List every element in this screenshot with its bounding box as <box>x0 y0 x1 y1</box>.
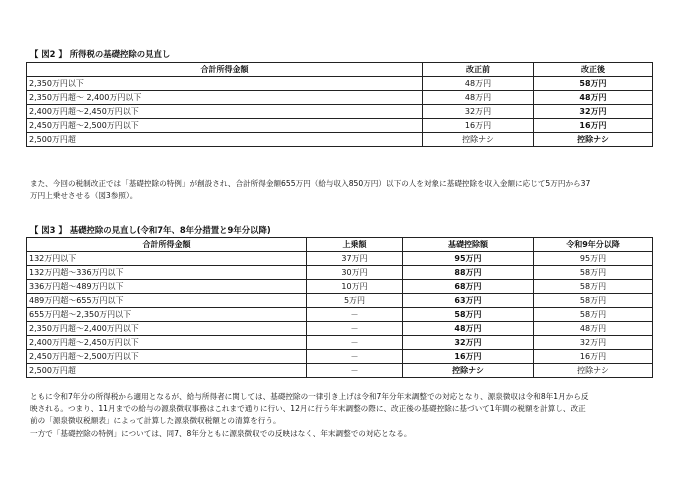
basic-deduction: 48万円 <box>403 322 534 336</box>
reiwa9-deduction: 58万円 <box>534 266 653 280</box>
paragraph-line: また、今回の税制改正では「基礎控除の特例」が創設され、合計所得金額655万円（給与収入850万円）以下の人を対象に基礎控除を収入金額に応じて5万円から37 <box>30 179 591 188</box>
reiwa9-deduction: 32万円 <box>534 336 653 350</box>
paragraph-line: 映される。つまり、11月までの給与の源泉徴収事務はこれまで通りに行い、12月に行う年末調整の際に、改正後の基礎控除に基づいて1年間の税額を計算し、改正 <box>30 404 586 414</box>
reiwa9-deduction: 58万円 <box>534 308 653 322</box>
reiwa9-deduction: 控除ナシ <box>534 364 653 378</box>
explanation-paragraph-2 <box>30 391 588 440</box>
additional-amount: － <box>307 322 403 336</box>
additional-amount: 30万円 <box>307 266 403 280</box>
reiwa9-deduction: 58万円 <box>534 294 653 308</box>
additional-amount: － <box>307 336 403 350</box>
deduction-after: 16万円 <box>534 119 653 133</box>
table-row <box>27 364 653 378</box>
figure-3-title: 【 図3 】 基礎控除の見直し(令和7年、8年分措置と9年分以降) <box>30 225 271 235</box>
income-range: 2,500万円超 <box>27 133 423 147</box>
figure-2-table <box>26 62 653 147</box>
paragraph-line: 一方で「基礎控除の特例」については、同7、8年分ともに源泉徴収での反映はなく、年末調整での対応となる。 <box>30 428 412 438</box>
reiwa9-deduction: 58万円 <box>534 280 653 294</box>
table-row <box>27 294 653 308</box>
explanation-paragraph-1 <box>30 178 590 202</box>
table-row <box>27 105 653 119</box>
table-row <box>27 91 653 105</box>
table-row <box>27 252 653 266</box>
table-row <box>27 77 653 91</box>
deduction-after: 58万円 <box>534 77 653 91</box>
deduction-before: 控除ナシ <box>423 133 534 147</box>
basic-deduction: 63万円 <box>403 294 534 308</box>
additional-amount: 5万円 <box>307 294 403 308</box>
income-range: 2,350万円超～2,400万円以下 <box>27 322 307 336</box>
figure-3-table <box>26 237 653 378</box>
deduction-after: 控除ナシ <box>534 133 653 147</box>
income-range: 132万円超～336万円以下 <box>27 266 307 280</box>
income-range: 2,450万円超～2,500万円以下 <box>27 350 307 364</box>
additional-amount: 37万円 <box>307 252 403 266</box>
income-range: 2,350万円以下 <box>27 77 423 91</box>
additional-amount: － <box>307 350 403 364</box>
deduction-after: 32万円 <box>534 105 653 119</box>
deduction-before: 32万円 <box>423 105 534 119</box>
header-before-revision: 改正前 <box>423 63 534 77</box>
basic-deduction: 88万円 <box>403 266 534 280</box>
basic-deduction: 32万円 <box>403 336 534 350</box>
basic-deduction: 控除ナシ <box>403 364 534 378</box>
paragraph-line: 万円上乗せさせる（図3参照）。 <box>30 191 138 201</box>
deduction-after: 48万円 <box>534 91 653 105</box>
reiwa9-deduction: 95万円 <box>534 252 653 266</box>
additional-amount: － <box>307 364 403 378</box>
basic-deduction: 68万円 <box>403 280 534 294</box>
deduction-before: 48万円 <box>423 77 534 91</box>
table-row <box>27 266 653 280</box>
header-reiwa9-onward: 令和9年分以降 <box>534 238 653 252</box>
deduction-before: 16万円 <box>423 119 534 133</box>
reiwa9-deduction: 48万円 <box>534 322 653 336</box>
header-total-income: 合計所得金額 <box>27 238 307 252</box>
header-total-income: 合計所得金額 <box>27 63 423 77</box>
income-range: 132万円以下 <box>27 252 307 266</box>
header-additional-amount: 上乗額 <box>307 238 403 252</box>
header-after-revision: 改正後 <box>534 63 653 77</box>
reiwa9-deduction: 16万円 <box>534 350 653 364</box>
income-range: 336万円超～489万円以下 <box>27 280 307 294</box>
table-row <box>27 350 653 364</box>
paragraph-line: 前の「源泉徴収税額表」によって計算した源泉徴収税額との清算を行う。 <box>30 416 281 426</box>
income-range: 2,400万円超～2,450万円以下 <box>27 336 307 350</box>
table-row <box>27 336 653 350</box>
table-row <box>27 119 653 133</box>
table-row <box>27 133 653 147</box>
figure-2-title: 【 図2 】 所得税の基礎控除の見直し <box>30 49 171 59</box>
income-range: 489万円超～655万円以下 <box>27 294 307 308</box>
table-row <box>27 308 653 322</box>
basic-deduction: 95万円 <box>403 252 534 266</box>
income-range: 2,450万円超～2,500万円以下 <box>27 119 423 133</box>
table-header-row <box>27 63 653 77</box>
header-basic-deduction: 基礎控除額 <box>403 238 534 252</box>
table-row <box>27 322 653 336</box>
additional-amount: 10万円 <box>307 280 403 294</box>
income-range: 655万円超～2,350万円以下 <box>27 308 307 322</box>
paragraph-line: ともに令和7年分の所得税から適用となるが、給与所得者に関しては、基礎控除の一律引き上げは令和7年分年末調整での対応となり、源泉徴収は令和8年1月から反 <box>30 392 589 401</box>
basic-deduction: 16万円 <box>403 350 534 364</box>
additional-amount: － <box>307 308 403 322</box>
income-range: 2,400万円超～2,450万円以下 <box>27 105 423 119</box>
table-header-row <box>27 238 653 252</box>
income-range: 2,350万円超～ 2,400万円以下 <box>27 91 423 105</box>
income-range: 2,500万円超 <box>27 364 307 378</box>
basic-deduction: 58万円 <box>403 308 534 322</box>
table-row <box>27 280 653 294</box>
deduction-before: 48万円 <box>423 91 534 105</box>
